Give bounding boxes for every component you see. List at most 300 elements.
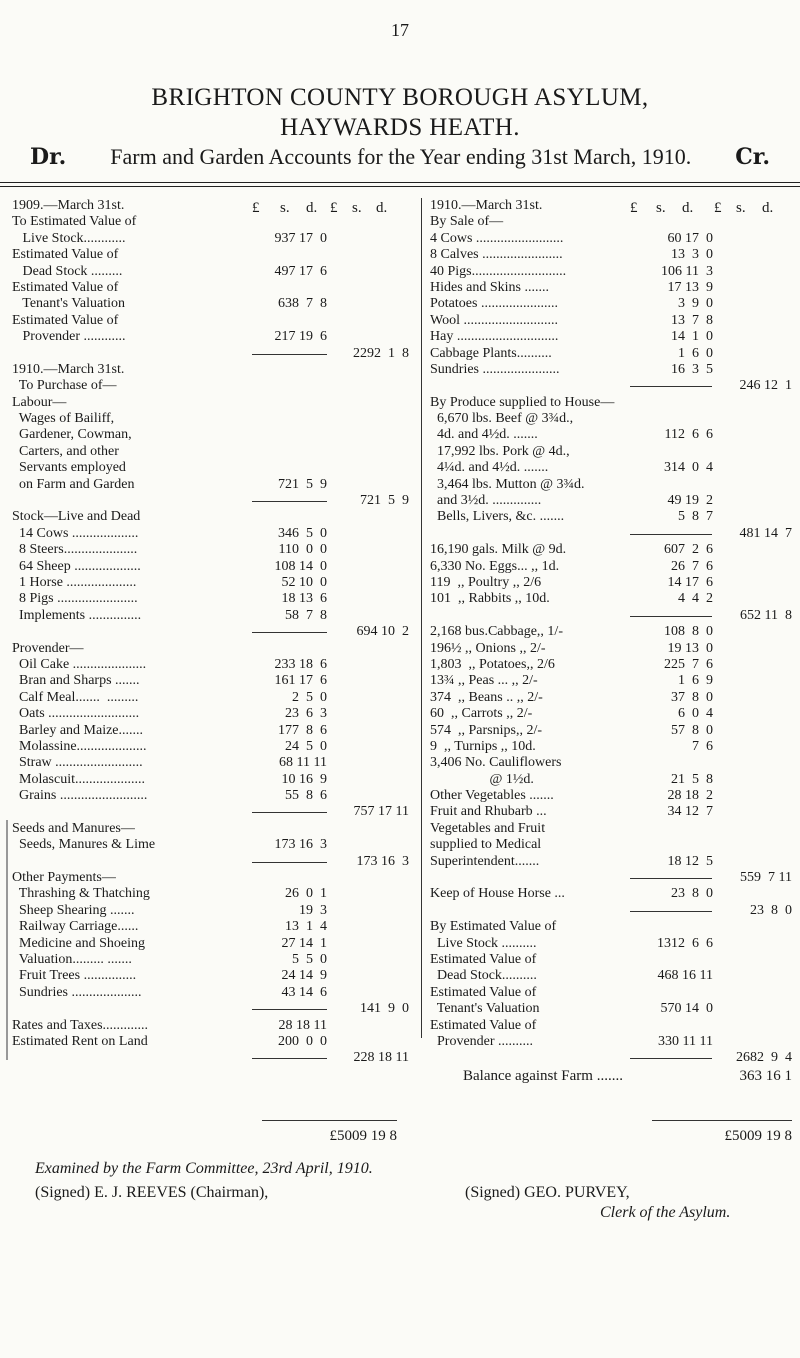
account-label: 2,168 bus.Cabbage,, 1/- bbox=[430, 624, 563, 640]
account-label: Other Payments— bbox=[12, 870, 116, 886]
item-amount: 37 8 0 bbox=[671, 689, 713, 705]
account-label: @ 1½d. bbox=[430, 771, 534, 787]
account-row bbox=[430, 755, 795, 771]
account-label: 60 ,, Carrots ,, 2/- bbox=[430, 706, 533, 722]
account-row bbox=[12, 493, 412, 509]
item-amount: 60 17 0 bbox=[667, 230, 713, 246]
subtotal-rule bbox=[630, 534, 712, 535]
account-label: Cabbage Plants.......... bbox=[430, 345, 552, 361]
account-row bbox=[12, 1050, 412, 1066]
subtotal-rule bbox=[252, 1058, 327, 1059]
account-label: Fruit Trees ............... bbox=[12, 968, 137, 984]
account-label: 1909.—March 31st. bbox=[12, 198, 125, 213]
account-row bbox=[430, 886, 795, 902]
account-row bbox=[12, 821, 412, 837]
account-row bbox=[430, 1001, 795, 1017]
account-label: Vegetables and Fruit bbox=[430, 820, 546, 836]
account-label: 3,464 lbs. Mutton @ 3¾d. bbox=[430, 476, 585, 492]
account-row bbox=[12, 460, 412, 476]
chairman-signature: (Signed) E. J. REEVES (Chairman), bbox=[35, 1184, 269, 1201]
subtotal-amount: 694 10 2 bbox=[353, 624, 410, 640]
account-row bbox=[430, 231, 795, 247]
account-label: and 3½d. .............. bbox=[430, 493, 542, 509]
header-pence-2: d. bbox=[376, 200, 388, 216]
balance-label: Balance against Farm ....... bbox=[463, 1068, 623, 1084]
account-row bbox=[12, 985, 412, 1001]
total-rule-left bbox=[262, 1120, 397, 1121]
account-row bbox=[12, 280, 412, 296]
item-amount: 233 18 6 bbox=[274, 656, 327, 672]
account-row bbox=[12, 739, 412, 755]
subtotal-rule bbox=[252, 354, 327, 355]
item-amount: 330 11 11 bbox=[658, 1033, 713, 1049]
header-pound-2: £ bbox=[330, 200, 338, 216]
account-row bbox=[430, 608, 795, 624]
account-row bbox=[12, 788, 412, 804]
item-amount: 225 7 6 bbox=[664, 656, 713, 672]
subtotal-amount: 2292 1 8 bbox=[349, 346, 409, 362]
item-amount: 58 7 8 bbox=[285, 607, 327, 623]
header-pence-1: d. bbox=[306, 200, 318, 216]
title-line-1: BRIGHTON COUNTY BOROUGH ASYLUM, bbox=[151, 84, 649, 111]
account-row bbox=[430, 1034, 795, 1050]
column-divider bbox=[421, 198, 422, 1038]
account-label: Grains ......................... bbox=[12, 788, 148, 804]
account-label: Rates and Taxes............. bbox=[12, 1017, 149, 1033]
item-amount: 52 10 0 bbox=[281, 574, 327, 590]
subtotal-amount: 141 9 0 bbox=[356, 1001, 409, 1017]
subtotal-rule bbox=[630, 878, 712, 879]
account-label: supplied to Medical bbox=[430, 837, 542, 853]
account-row bbox=[12, 296, 412, 312]
account-label: 4d. and 4½d. ....... bbox=[430, 427, 538, 443]
account-row bbox=[430, 329, 795, 345]
header-shilling-4: s. bbox=[736, 200, 746, 216]
account-row bbox=[430, 985, 795, 1001]
title-line-2: HAYWARDS HEATH. bbox=[280, 114, 520, 141]
item-amount: 106 11 3 bbox=[661, 263, 713, 279]
account-label: Bells, Livers, &c. ....... bbox=[430, 509, 565, 525]
account-label: Estimated Value of bbox=[12, 247, 119, 263]
account-row bbox=[430, 772, 795, 788]
account-row bbox=[12, 968, 412, 984]
account-label: Calf Meal....... ......... bbox=[12, 689, 139, 705]
account-label: 574 ,, Parsnips,, 2/- bbox=[430, 722, 542, 738]
header-shilling-2: s. bbox=[352, 200, 362, 216]
account-row bbox=[12, 936, 412, 952]
item-amount: 497 17 6 bbox=[274, 263, 327, 279]
account-row bbox=[430, 804, 795, 820]
account-row bbox=[430, 1018, 795, 1034]
account-label: Oats .......................... bbox=[12, 706, 140, 722]
account-row bbox=[12, 591, 412, 607]
account-row bbox=[430, 378, 795, 394]
item-amount: 6 0 4 bbox=[678, 706, 713, 722]
item-amount: 1 6 0 bbox=[678, 345, 713, 361]
subtotal-rule bbox=[252, 1009, 327, 1010]
account-row bbox=[12, 723, 412, 739]
account-label: 119 ,, Poultry ,, 2/6 bbox=[430, 574, 542, 590]
account-row bbox=[12, 624, 412, 640]
account-row bbox=[430, 313, 795, 329]
account-row bbox=[12, 264, 412, 280]
account-label: 17,992 lbs. Pork @ 4d., bbox=[430, 443, 570, 459]
account-label: Bran and Sharps ....... bbox=[12, 673, 140, 689]
account-label: Valuation......... ....... bbox=[12, 951, 132, 967]
account-row bbox=[12, 559, 412, 575]
account-label: Barley and Maize....... bbox=[12, 722, 144, 738]
account-row bbox=[12, 362, 412, 378]
account-label: Hides and Skins ....... bbox=[430, 279, 549, 295]
item-amount: 721 5 9 bbox=[278, 476, 327, 492]
account-row bbox=[430, 641, 795, 657]
account-label: Wages of Bailiff, bbox=[12, 411, 115, 427]
account-row bbox=[12, 641, 412, 657]
header-pence-3: d. bbox=[682, 200, 694, 216]
account-label: Wool ........................... bbox=[430, 312, 558, 328]
account-row bbox=[430, 968, 795, 984]
subtotal-amount: 559 7 11 bbox=[736, 870, 792, 886]
account-row bbox=[12, 542, 412, 558]
item-amount: 23 6 3 bbox=[285, 706, 327, 722]
account-row bbox=[12, 1018, 412, 1034]
account-row bbox=[430, 280, 795, 296]
account-row bbox=[430, 362, 795, 378]
account-row bbox=[430, 509, 795, 525]
item-amount: 108 14 0 bbox=[274, 558, 327, 574]
item-amount: 18 13 6 bbox=[281, 591, 327, 607]
account-row bbox=[12, 395, 412, 411]
item-amount: 314 0 4 bbox=[664, 460, 713, 476]
account-label: Superintendent....... bbox=[430, 853, 540, 869]
item-amount: 27 14 1 bbox=[281, 935, 327, 951]
account-row bbox=[430, 247, 795, 263]
item-amount: 57 8 0 bbox=[671, 722, 713, 738]
account-label: Hay ............................. bbox=[430, 329, 559, 345]
account-row bbox=[12, 526, 412, 542]
account-label: Seeds and Manures— bbox=[12, 820, 135, 836]
account-label: Provender ............ bbox=[12, 329, 126, 345]
account-row bbox=[12, 854, 412, 870]
account-row bbox=[430, 723, 795, 739]
account-label: Straw ......................... bbox=[12, 755, 143, 771]
account-row bbox=[12, 919, 412, 935]
subtotal-amount: 481 14 7 bbox=[736, 526, 793, 542]
account-row bbox=[12, 509, 412, 525]
account-row bbox=[12, 313, 412, 329]
account-row bbox=[430, 739, 795, 755]
item-amount: 10 16 9 bbox=[281, 771, 327, 787]
account-row bbox=[430, 591, 795, 607]
item-amount: 2 5 0 bbox=[292, 689, 327, 705]
account-row bbox=[12, 411, 412, 427]
subtotal-rule bbox=[630, 1058, 712, 1059]
account-row bbox=[12, 690, 412, 706]
item-amount: 26 0 1 bbox=[285, 886, 327, 902]
item-amount: 68 11 11 bbox=[279, 755, 327, 771]
item-amount: 5 5 0 bbox=[292, 951, 327, 967]
account-row bbox=[430, 264, 795, 280]
item-amount: 217 19 6 bbox=[274, 329, 327, 345]
item-amount: 937 17 0 bbox=[274, 230, 327, 246]
item-amount: 26 7 6 bbox=[671, 558, 713, 574]
account-row bbox=[430, 624, 795, 640]
page-number: 17 bbox=[391, 20, 409, 40]
account-row bbox=[430, 903, 795, 919]
account-label: on Farm and Garden bbox=[12, 476, 135, 492]
account-row bbox=[430, 214, 795, 230]
subtotal-rule bbox=[252, 812, 327, 813]
account-label: 196½ ,, Onions ,, 2/- bbox=[430, 640, 546, 656]
account-label: Estimated Value of bbox=[12, 312, 119, 328]
account-row bbox=[430, 821, 795, 837]
header-shilling-1: s. bbox=[280, 200, 290, 216]
account-label: 16,190 gals. Milk @ 9d. bbox=[430, 542, 567, 558]
item-amount: 7 6 bbox=[692, 738, 713, 754]
subtotal-rule bbox=[252, 862, 327, 863]
account-label: Tenant's Valuation bbox=[430, 1001, 540, 1017]
account-label: 101 ,, Rabbits ,, 10d. bbox=[430, 591, 550, 607]
account-row bbox=[430, 788, 795, 804]
account-label: Carters, and other bbox=[12, 443, 119, 459]
item-amount: 28 18 11 bbox=[278, 1017, 327, 1033]
account-label: By Sale of— bbox=[430, 214, 504, 230]
total-rule-right bbox=[652, 1120, 792, 1121]
header-pound-1: £ bbox=[252, 200, 260, 216]
account-label: 1910.—March 31st. bbox=[12, 361, 125, 377]
item-amount: 13 3 0 bbox=[671, 247, 713, 263]
item-amount: 14 17 6 bbox=[667, 574, 713, 590]
subtotal-amount: 721 5 9 bbox=[356, 493, 409, 509]
account-label: 6,330 No. Eggs... ,, 1d. bbox=[430, 558, 560, 574]
item-amount: 5 8 7 bbox=[678, 509, 713, 525]
account-label: By Estimated Value of bbox=[430, 919, 557, 935]
header-pound-3: £ bbox=[630, 200, 638, 216]
account-row bbox=[12, 378, 412, 394]
total-right: £5009 19 8 bbox=[724, 1128, 792, 1144]
account-row bbox=[430, 477, 795, 493]
balance-amount: 363 16 1 bbox=[739, 1068, 792, 1084]
item-amount: 43 14 6 bbox=[281, 984, 327, 1000]
examined-note: Examined by the Farm Committee, 23rd April, 1910. bbox=[35, 1160, 373, 1177]
account-row bbox=[430, 427, 795, 443]
account-label: 1910.—March 31st. bbox=[430, 198, 543, 213]
item-amount: 24 5 0 bbox=[285, 738, 327, 754]
account-row bbox=[430, 346, 795, 362]
account-row bbox=[430, 493, 795, 509]
account-label: 8 Pigs ....................... bbox=[12, 591, 138, 607]
subtotal-rule bbox=[252, 501, 327, 502]
account-label: Estimated Value of bbox=[430, 984, 537, 1000]
account-label: Estimated Value of bbox=[12, 279, 119, 295]
subtotal-amount: 23 8 0 bbox=[746, 903, 792, 919]
account-label: Servants employed bbox=[12, 460, 126, 476]
account-row bbox=[12, 870, 412, 886]
item-amount: 4 4 2 bbox=[678, 591, 713, 607]
item-amount: 161 17 6 bbox=[274, 673, 327, 689]
account-label: 3,406 No. Cauliflowers bbox=[430, 755, 562, 771]
account-row bbox=[430, 870, 795, 886]
account-label: Live Stock .......... bbox=[430, 935, 537, 951]
account-label: Estimated Value of bbox=[430, 951, 537, 967]
title-line-3 bbox=[30, 144, 770, 170]
top-rule-2 bbox=[0, 186, 800, 187]
cr-label: Cr. bbox=[735, 144, 770, 170]
account-row bbox=[12, 477, 412, 493]
account-label: Railway Carriage...... bbox=[12, 919, 139, 935]
item-amount: 28 18 2 bbox=[667, 788, 713, 804]
account-row bbox=[12, 198, 412, 214]
header-pence-4: d. bbox=[762, 200, 774, 216]
account-row bbox=[12, 657, 412, 673]
item-amount: 1 6 9 bbox=[678, 673, 713, 689]
item-amount: 34 12 7 bbox=[667, 804, 713, 820]
debit-rows bbox=[12, 198, 412, 1067]
account-row bbox=[12, 1034, 412, 1050]
subtotal-rule bbox=[630, 616, 712, 617]
account-label: 4 Cows ......................... bbox=[430, 230, 564, 246]
subtotal-rule bbox=[252, 632, 327, 633]
item-amount: 24 14 9 bbox=[281, 968, 327, 984]
account-label: Dead Stock ......... bbox=[12, 263, 123, 279]
account-label: Oil Cake ..................... bbox=[12, 656, 147, 672]
account-row bbox=[12, 231, 412, 247]
account-row bbox=[12, 608, 412, 624]
clerk-title: Clerk of the Asylum. bbox=[600, 1204, 731, 1221]
subtotal-amount: 652 11 8 bbox=[736, 608, 792, 624]
account-label: Seeds, Manures & Lime bbox=[12, 837, 156, 853]
item-amount: 13 1 4 bbox=[285, 919, 327, 935]
account-row bbox=[430, 706, 795, 722]
subtotal-amount: 2682 9 4 bbox=[732, 1050, 792, 1066]
account-row bbox=[430, 657, 795, 673]
account-row bbox=[12, 673, 412, 689]
account-label: By Produce supplied to House— bbox=[430, 394, 615, 410]
account-label: Estimated Value of bbox=[430, 1017, 537, 1033]
account-label: Potatoes ...................... bbox=[430, 296, 558, 312]
item-amount: 173 16 3 bbox=[274, 837, 327, 853]
account-label: 9 ,, Turnips ,, 10d. bbox=[430, 738, 536, 754]
account-row bbox=[12, 952, 412, 968]
account-row bbox=[430, 1050, 795, 1066]
account-label: Provender— bbox=[12, 640, 84, 656]
item-amount: 18 12 5 bbox=[667, 853, 713, 869]
account-label: Medicine and Shoeing bbox=[12, 935, 145, 951]
item-amount: 638 7 8 bbox=[278, 296, 327, 312]
account-row bbox=[430, 919, 795, 935]
account-label: 64 Sheep ................... bbox=[12, 558, 141, 574]
account-row bbox=[430, 936, 795, 952]
account-label: Thrashing & Thatching bbox=[12, 886, 150, 902]
account-label: Live Stock............ bbox=[12, 230, 126, 246]
account-row bbox=[430, 575, 795, 591]
item-amount: 19 13 0 bbox=[667, 640, 713, 656]
item-amount: 49 19 2 bbox=[667, 493, 713, 509]
account-label: Tenant's Valuation bbox=[12, 296, 126, 312]
account-label: To Estimated Value of bbox=[12, 214, 137, 230]
account-label: Molassine.................... bbox=[12, 738, 147, 754]
account-row bbox=[12, 1001, 412, 1017]
account-label: Stock—Live and Dead bbox=[12, 509, 141, 525]
account-label: 14 Cows ................... bbox=[12, 525, 139, 541]
account-label: Sheep Shearing ....... bbox=[12, 902, 135, 918]
top-rule bbox=[0, 182, 800, 183]
subtotal-rule bbox=[630, 386, 712, 387]
account-row bbox=[430, 460, 795, 476]
account-label: Sundries ...................... bbox=[430, 361, 560, 377]
account-row bbox=[430, 952, 795, 968]
accounts-title: Farm and Garden Accounts for the Year ending 31st March, 1910. bbox=[110, 144, 692, 169]
account-label: To Purchase of— bbox=[12, 378, 117, 394]
item-amount: 110 0 0 bbox=[278, 542, 327, 558]
account-row bbox=[12, 329, 412, 345]
account-row bbox=[12, 214, 412, 230]
credit-rows bbox=[430, 198, 795, 1067]
subtotal-amount: 757 17 11 bbox=[350, 804, 409, 820]
account-label: Labour— bbox=[12, 394, 67, 410]
account-label: 8 Calves ....................... bbox=[430, 247, 563, 263]
account-row bbox=[12, 444, 412, 460]
account-row bbox=[430, 198, 795, 214]
item-amount: 468 16 11 bbox=[657, 968, 713, 984]
item-amount: 14 1 0 bbox=[671, 329, 713, 345]
account-row bbox=[12, 772, 412, 788]
account-row bbox=[12, 247, 412, 263]
account-row bbox=[12, 804, 412, 820]
account-row bbox=[430, 542, 795, 558]
account-label: Keep of House Horse ... bbox=[430, 886, 565, 902]
item-amount: 112 6 6 bbox=[664, 427, 713, 443]
item-amount: 19 3 bbox=[299, 902, 327, 918]
item-amount: 346 5 0 bbox=[278, 525, 327, 541]
account-row bbox=[430, 690, 795, 706]
subtotal-amount: 246 12 1 bbox=[736, 378, 793, 394]
account-label: 13¾ ,, Peas ... ,, 2/- bbox=[430, 673, 538, 689]
account-row bbox=[430, 395, 795, 411]
item-amount: 23 8 0 bbox=[671, 886, 713, 902]
account-row bbox=[430, 411, 795, 427]
account-row bbox=[12, 706, 412, 722]
account-label: Other Vegetables ....... bbox=[430, 788, 554, 804]
subtotal-rule bbox=[630, 911, 712, 912]
binding-edge bbox=[6, 820, 8, 1060]
account-row bbox=[430, 673, 795, 689]
account-label: 8 Steers..................... bbox=[12, 542, 138, 558]
item-amount: 570 14 0 bbox=[660, 1001, 713, 1017]
account-row bbox=[12, 427, 412, 443]
account-row bbox=[12, 755, 412, 771]
account-label: Sundries .................... bbox=[12, 984, 142, 1000]
item-amount: 13 7 8 bbox=[671, 312, 713, 328]
dr-label: Dr. bbox=[30, 144, 67, 170]
account-row bbox=[12, 575, 412, 591]
item-amount: 16 3 5 bbox=[671, 361, 713, 377]
header-pound-4: £ bbox=[714, 200, 722, 216]
account-label: 4¼d. and 4½d. ....... bbox=[430, 460, 549, 476]
item-amount: 607 2 6 bbox=[664, 542, 713, 558]
account-label: 1,803 ,, Potatoes,, 2/6 bbox=[430, 656, 555, 672]
item-amount: 55 8 6 bbox=[285, 788, 327, 804]
account-row bbox=[430, 296, 795, 312]
subtotal-amount: 228 18 11 bbox=[350, 1050, 409, 1066]
account-row bbox=[12, 837, 412, 853]
account-row bbox=[430, 837, 795, 853]
header-shilling-3: s. bbox=[656, 200, 666, 216]
account-label: 1 Horse .................... bbox=[12, 574, 137, 590]
account-row bbox=[12, 346, 412, 362]
subtotal-amount: 173 16 3 bbox=[353, 854, 410, 870]
item-amount: 200 0 0 bbox=[278, 1033, 327, 1049]
